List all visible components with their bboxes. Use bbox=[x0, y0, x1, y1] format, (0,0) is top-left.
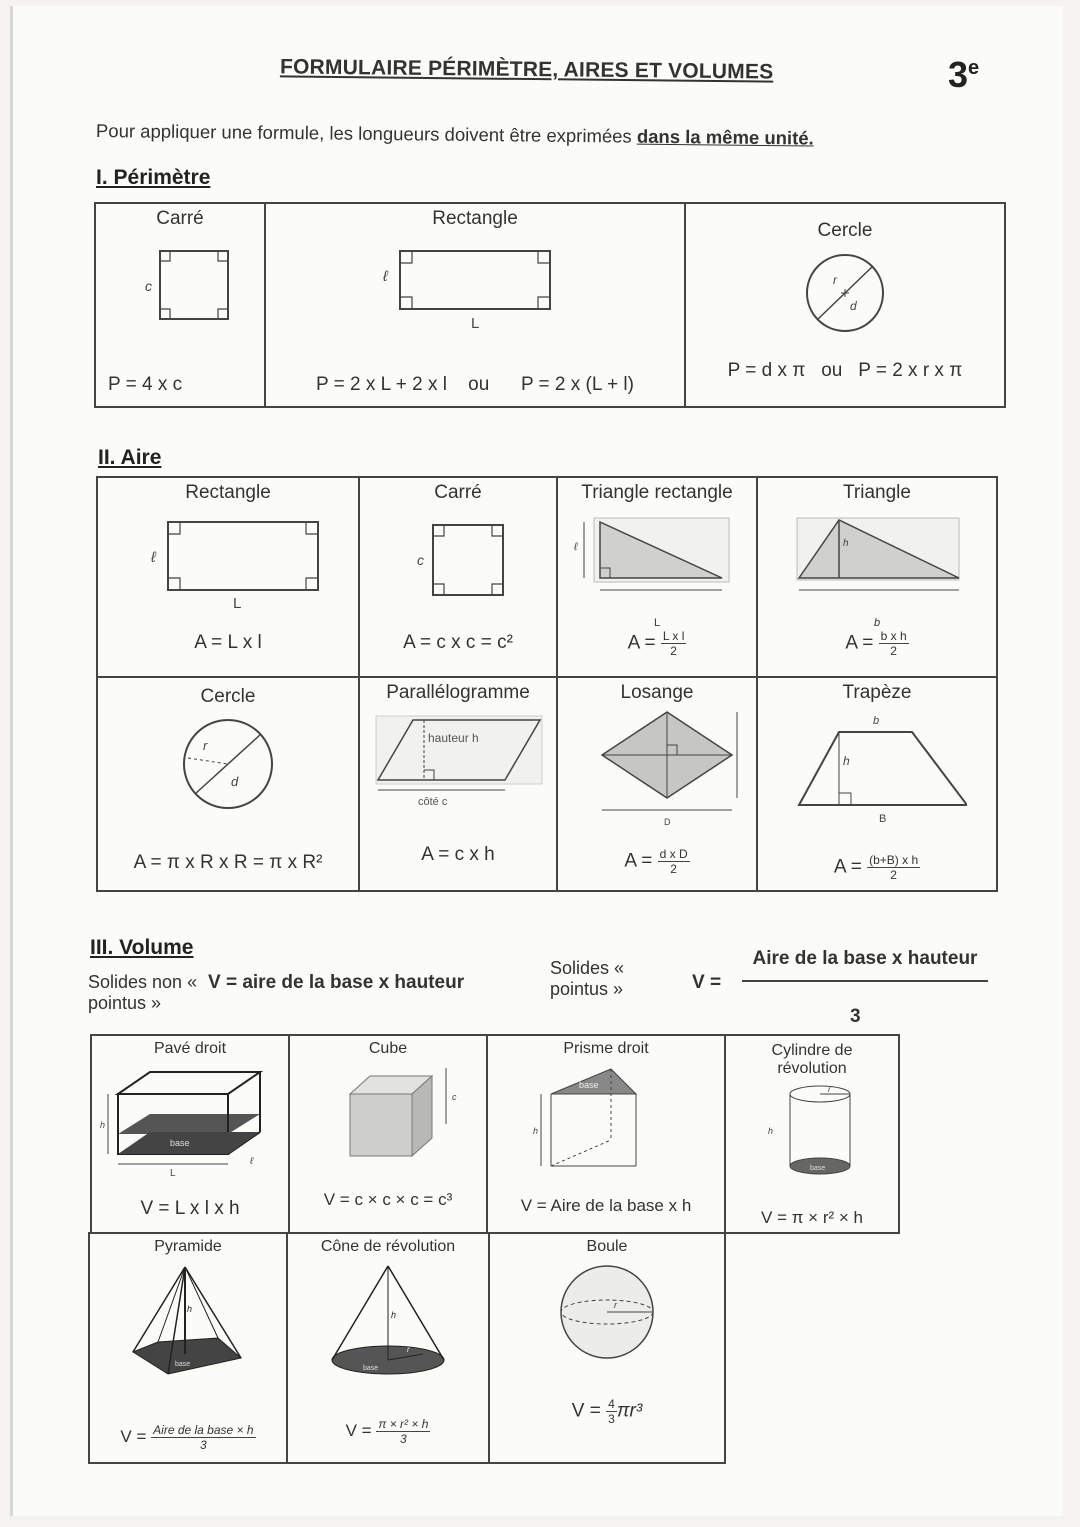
svg-text:L: L bbox=[233, 595, 242, 610]
svg-text:c: c bbox=[145, 278, 152, 294]
volume-pyramide-label: Pyramide bbox=[154, 1238, 222, 1255]
volume-cone-formula: V = $\frac{\text{π × r² × h}}{3}$ bbox=[345, 1417, 429, 1446]
rhombus-figure bbox=[572, 710, 742, 830]
svg-text:ℓ: ℓ bbox=[151, 549, 156, 566]
svg-text:h: h bbox=[768, 1126, 774, 1136]
svg-text:r: r bbox=[203, 738, 208, 753]
volume-table-row2 bbox=[88, 1232, 726, 1464]
volume-boule-cell bbox=[489, 1233, 725, 1463]
circle-area-figure bbox=[173, 714, 283, 814]
perimetre-cercle-formula: P = d x π ou P = 2 x r x π bbox=[727, 360, 963, 381]
volume-prisme-label: Prisme droit bbox=[563, 1040, 649, 1057]
section-aire-heading: II. Aire bbox=[98, 446, 162, 469]
svg-text:b: b bbox=[873, 715, 880, 727]
aire-parallelogramme-label: Parallélogramme bbox=[386, 682, 530, 703]
triangle-figure bbox=[787, 510, 967, 600]
perimetre-carre-label: Carré bbox=[156, 208, 204, 229]
section-volume-heading: III. Volume bbox=[90, 936, 194, 959]
svg-text:base: base bbox=[579, 1080, 599, 1090]
solides-pointus-label: Solides « pointus » bbox=[550, 958, 625, 999]
aire-trapeze-label: Trapèze bbox=[842, 682, 912, 703]
svg-text:h: h bbox=[391, 1310, 397, 1320]
aire-carre-label: Carré bbox=[434, 482, 482, 503]
volume-table-row1 bbox=[90, 1034, 900, 1234]
page-title: FORMULAIRE PÉRIMÈTRE, AIRES ET VOLUMES bbox=[279, 55, 774, 84]
volume-boule-label: Boule bbox=[586, 1238, 628, 1255]
volume-pointus-numerator: Aire de la base x hauteur bbox=[742, 948, 988, 982]
svg-text:D: D bbox=[664, 817, 671, 827]
grade-label: 3e bbox=[948, 54, 980, 95]
aire-losange-label: Losange bbox=[620, 682, 694, 703]
volume-pyramide-cell bbox=[89, 1233, 287, 1463]
svg-text:base: base bbox=[175, 1361, 191, 1368]
cuboid-figure bbox=[100, 1064, 280, 1179]
svg-text:B: B bbox=[879, 813, 887, 825]
aire-trapeze-formula: A = $\frac{\text{(b+B) x h}}{2}$ bbox=[833, 853, 919, 882]
aire-triangle-formula: b A = $\frac{\text{b x h}}{2}$ bbox=[845, 617, 907, 658]
volume-pointus-veq: V = bbox=[692, 972, 722, 993]
aire-triangle-rect-cell bbox=[557, 477, 757, 677]
perimetre-cercle-cell bbox=[685, 203, 1005, 407]
circle-figure bbox=[795, 248, 895, 338]
volume-cone-cell bbox=[287, 1233, 489, 1463]
aire-table bbox=[96, 476, 998, 892]
trapezoid-figure bbox=[787, 710, 967, 825]
solides-non-pointus-label: Solides non « pointus » bbox=[88, 972, 198, 1013]
aire-cercle-formula: A = π x R x R = π x R² bbox=[133, 852, 323, 873]
svg-text:h: h bbox=[187, 1304, 193, 1314]
volume-pyramide-formula: V = $\frac{\text{Aire de la base × h}}{3}$ bbox=[120, 1423, 254, 1452]
volume-pave-label: Pavé droit bbox=[153, 1040, 227, 1057]
aire-carre-cell bbox=[359, 477, 557, 677]
svg-text:base: base bbox=[170, 1138, 190, 1148]
aire-losange-formula: A = $\frac{\text{d x D}}{2}$ bbox=[624, 847, 688, 876]
aire-carre-formula: A = c x c = c² bbox=[403, 632, 513, 653]
svg-text:h: h bbox=[843, 538, 849, 549]
square-figure bbox=[125, 236, 235, 326]
svg-text:base: base bbox=[810, 1165, 826, 1172]
pyramid-figure bbox=[123, 1262, 253, 1382]
aire-parallelogramme-formula: A = c x h bbox=[421, 844, 495, 865]
volume-prisme-formula: V = Aire de la base x h bbox=[520, 1196, 692, 1215]
aire-losange-cell bbox=[557, 677, 757, 891]
svg-text:d: d bbox=[231, 774, 239, 789]
aire-triangle-rect-label: Triangle rectangle bbox=[581, 482, 733, 503]
svg-text:h: h bbox=[533, 1126, 539, 1136]
aire-rectangle-formula: A = L x l bbox=[194, 632, 262, 653]
svg-text:c: c bbox=[417, 552, 424, 568]
volume-cone-label: Cône de révolution bbox=[320, 1238, 456, 1255]
rectangle-figure bbox=[375, 236, 575, 336]
svg-text:ℓ: ℓ bbox=[574, 541, 578, 553]
aire-triangle-cell bbox=[757, 477, 997, 677]
parallelogram-figure bbox=[368, 710, 548, 810]
volume-prisme-cell bbox=[487, 1035, 725, 1233]
perimetre-cercle-label: Cercle bbox=[817, 220, 873, 241]
aire-rectangle-cell bbox=[97, 477, 359, 677]
perimetre-carre-cell bbox=[95, 203, 265, 407]
volume-cylindre-label: Cylindre de révolution bbox=[771, 1042, 853, 1077]
svg-text:base: base bbox=[363, 1365, 379, 1372]
volume-cylindre-cell bbox=[725, 1035, 899, 1233]
right-triangle-figure bbox=[572, 510, 742, 600]
aire-trapeze-cell bbox=[757, 677, 997, 891]
sphere-figure bbox=[552, 1262, 662, 1362]
section-perimetre-heading: I. Périmètre bbox=[96, 166, 211, 189]
aire-triangle-rect-formula: L A = $\frac{\text{L x l}}{2}$ bbox=[627, 617, 685, 658]
svg-text:h: h bbox=[100, 1120, 106, 1130]
aire-cercle-label: Cercle bbox=[200, 686, 256, 707]
svg-text:L: L bbox=[170, 1168, 176, 1179]
square-area-figure bbox=[403, 510, 513, 605]
intro-text: Pour appliquer une formule, les longueurs doivent être exprimées dans la même unité. bbox=[95, 120, 814, 149]
svg-text:h: h bbox=[843, 754, 850, 768]
volume-pave-formula: V = L x l x h bbox=[140, 1198, 240, 1219]
svg-text:r: r bbox=[828, 1085, 831, 1094]
svg-text:hauteur h: hauteur h bbox=[428, 731, 479, 745]
svg-text:r: r bbox=[407, 1345, 410, 1354]
volume-cube-label: Cube bbox=[368, 1040, 408, 1057]
rectangle-area-figure bbox=[133, 510, 323, 610]
svg-text:ℓ: ℓ bbox=[250, 1156, 254, 1167]
svg-text:r: r bbox=[833, 273, 837, 287]
cube-figure bbox=[318, 1064, 458, 1164]
volume-boule-formula: V = $\frac{4}{3}$ πr³ bbox=[571, 1397, 643, 1426]
volume-pointus-denominator: 3 bbox=[850, 1006, 861, 1027]
perimetre-rectangle-label: Rectangle bbox=[432, 208, 518, 229]
prism-figure bbox=[521, 1064, 691, 1174]
svg-text:r: r bbox=[614, 1300, 617, 1310]
svg-text:d: d bbox=[850, 299, 857, 313]
aire-rectangle-label: Rectangle bbox=[185, 482, 271, 503]
cone-figure bbox=[323, 1262, 453, 1382]
perimetre-rectangle-formula: P = 2 x L + 2 x l ou P = 2 x (L + l) bbox=[316, 374, 634, 395]
volume-cube-cell bbox=[289, 1035, 487, 1233]
svg-text:côté c: côté c bbox=[418, 796, 448, 808]
volume-non-pointus-formula: V = aire de la base x hauteur bbox=[208, 972, 465, 993]
aire-cercle-cell bbox=[97, 677, 359, 891]
volume-pave-cell bbox=[91, 1035, 289, 1233]
volume-cylindre-formula: V = π × r² × h bbox=[761, 1208, 863, 1227]
aire-triangle-label: Triangle bbox=[843, 482, 911, 503]
aire-parallelogramme-cell bbox=[359, 677, 557, 891]
svg-text:c: c bbox=[452, 1092, 457, 1102]
cylinder-figure bbox=[752, 1084, 872, 1184]
perimetre-carre-formula: P = 4 x c bbox=[108, 374, 183, 395]
svg-text:L: L bbox=[471, 315, 480, 332]
svg-text:ℓ: ℓ bbox=[383, 268, 388, 285]
volume-cube-formula: V = c × c × c = c³ bbox=[323, 1190, 453, 1209]
perimetre-table bbox=[94, 202, 1006, 408]
perimetre-rectangle-cell bbox=[265, 203, 685, 407]
